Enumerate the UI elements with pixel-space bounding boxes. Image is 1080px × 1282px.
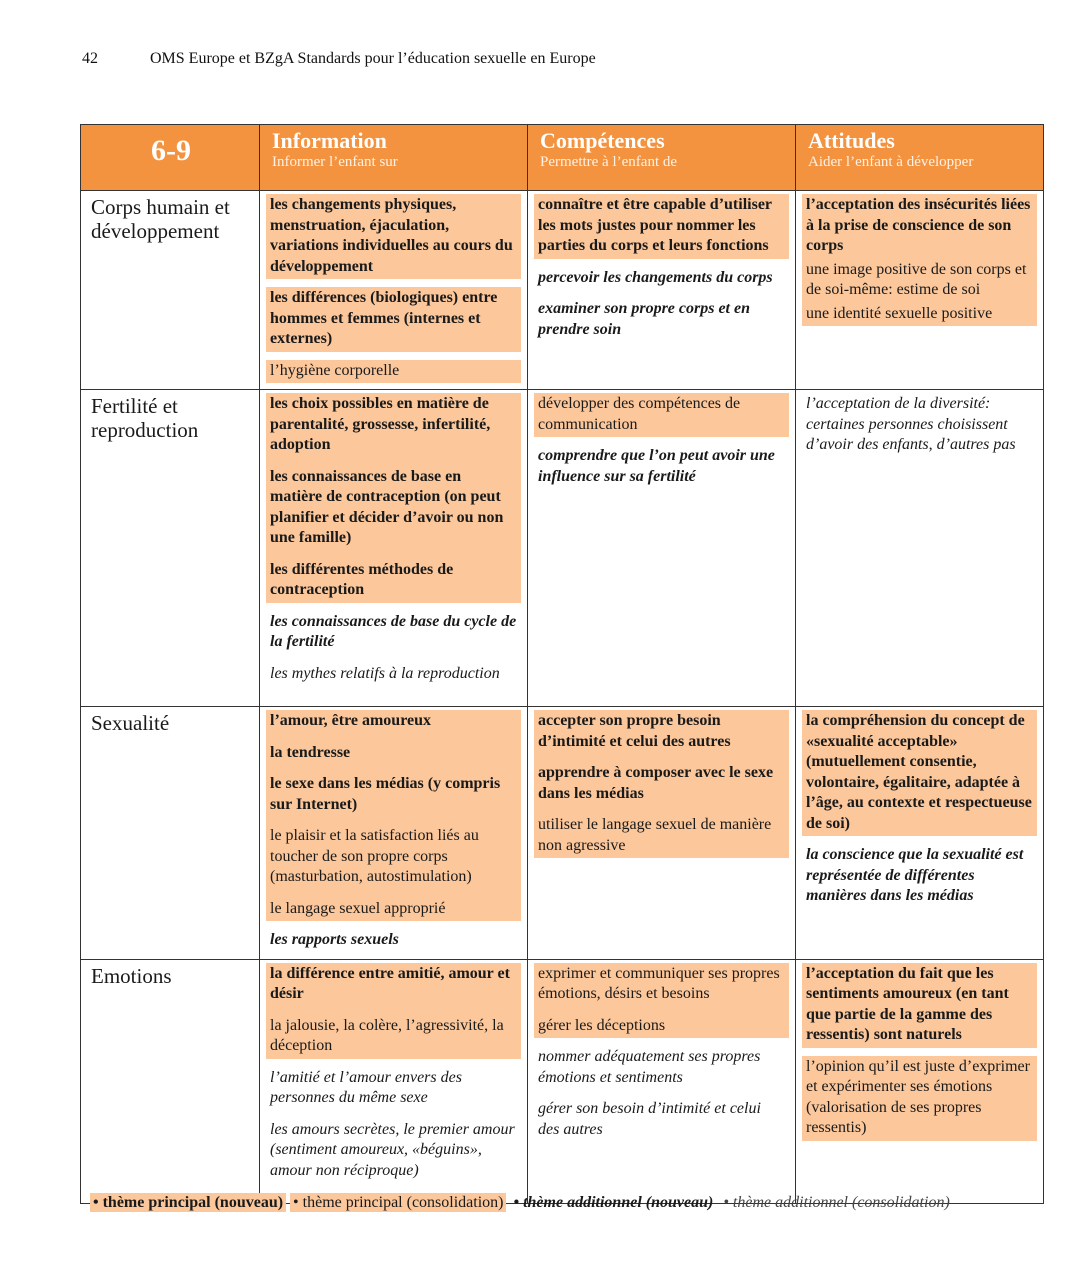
column-title: Compétences xyxy=(540,128,665,153)
legend-main-new: • thème principal (nouveau) xyxy=(90,1193,286,1212)
row-topic: Sexualité xyxy=(81,707,260,960)
list-item: la différence entre amitié, amour et désir xyxy=(266,963,521,1007)
information-cell xyxy=(260,191,528,390)
list-item: la conscience que la sexualité est représentée de différentes manières dans les médias xyxy=(806,846,1024,904)
attitudes-cell xyxy=(796,707,1044,960)
list-item: les différentes méthodes de contraception xyxy=(266,551,521,603)
running-head xyxy=(82,50,596,68)
page-number: 42 xyxy=(82,50,98,67)
list-item: l’amour, être amoureux xyxy=(266,710,521,734)
list-item: apprendre à composer avec le sexe dans les médias xyxy=(534,754,789,806)
list-item: le sexe dans les médias (y compris sur Internet) xyxy=(266,765,521,817)
list-item: gérer son besoin d’intimité et celui des autres xyxy=(538,1100,761,1138)
information-cell xyxy=(260,959,528,1203)
competences-cell xyxy=(528,707,796,960)
list-item: les mythes relatifs à la reproduction xyxy=(270,664,500,682)
age-group: 6-9 xyxy=(151,134,191,167)
list-item: une image positive de son corps et de soi-même: estime de soi xyxy=(802,259,1037,303)
table-row xyxy=(81,707,1044,960)
header-row xyxy=(81,125,1044,191)
attitudes-cell xyxy=(796,191,1044,390)
column-header-information xyxy=(260,125,528,191)
list-item: nommer adéquatement ses propres émotions et sentiments xyxy=(538,1048,761,1086)
age-group-header xyxy=(81,125,260,191)
list-item: exprimer et communiquer ses propres émotions, désirs et besoins xyxy=(534,963,789,1007)
list-item: une identité sexuelle positive xyxy=(802,303,1037,327)
column-header-attitudes xyxy=(796,125,1044,191)
column-subtitle: Informer l’enfant sur xyxy=(272,154,398,170)
list-item: les changements physiques, menstruation, éjaculation, variations individuelles au cours du développement xyxy=(266,194,521,279)
list-item: l’acceptation de la diversité: certaines personnes choisissent d’avoir des enfants, d’autres pas xyxy=(806,395,1016,453)
legend-additional-new: • thème additionnel (nouveau) xyxy=(513,1194,714,1211)
column-title: Information xyxy=(272,128,387,153)
list-item: l’acceptation des insécurités liées à la prise de conscience de son corps xyxy=(802,194,1037,259)
list-item: l’opinion qu’il est juste d’exprimer et expérimenter ses émotions (valorisation de ses propres ressentis) xyxy=(802,1056,1037,1141)
column-header-competences xyxy=(528,125,796,191)
information-cell xyxy=(260,390,528,707)
running-title: OMS Europe et BZgA Standards pour l’éducation sexuelle en Europe xyxy=(150,50,596,67)
row-topic: Corps humain et développement xyxy=(81,191,260,390)
list-item: les choix possibles en matière de parentalité, grossesse, infertilité, adoption xyxy=(266,393,521,458)
list-item: l’hygiène corporelle xyxy=(266,360,521,384)
list-item: percevoir les changements du corps xyxy=(538,268,773,286)
list-item: connaître et être capable d’utiliser les mots justes pour nommer les parties du corps et leurs fonctions xyxy=(534,194,789,259)
table-row xyxy=(81,191,1044,390)
table-row xyxy=(81,390,1044,707)
list-item: les différences (biologiques) entre hommes et femmes (internes et externes) xyxy=(266,287,521,352)
list-item: examiner son propre corps et en prendre soin xyxy=(538,300,750,338)
list-item: l’acceptation du fait que les sentiments amoureux (en tant que partie de la gamme des ressentis) sont naturels xyxy=(802,963,1037,1048)
list-item: les rapports sexuels xyxy=(270,931,399,948)
list-item: gérer les déceptions xyxy=(534,1007,789,1039)
list-item: les connaissances de base en matière de contraception (on peut planifier et décider d’avoir ou non une famille) xyxy=(266,458,521,551)
column-subtitle: Aider l’enfant à développer xyxy=(808,154,974,170)
list-item: la tendresse xyxy=(266,734,521,766)
row-topic: Fertilité et reproduction xyxy=(81,390,260,707)
competences-cell xyxy=(528,390,796,707)
list-item: accepter son propre besoin d’intimité et celui des autres xyxy=(534,710,789,754)
list-item: la jalousie, la colère, l’agressivité, la déception xyxy=(266,1007,521,1059)
list-item: la compréhension du concept de «sexualité acceptable» (mutuellement consentie, volontaire, égalitaire, adaptée à l’âge, au contexte et respectueuse de soi) xyxy=(802,710,1037,836)
column-title: Attitudes xyxy=(808,128,895,153)
list-item: le plaisir et la satisfaction liés au toucher de son propre corps (masturbation, autostimulation) xyxy=(266,817,521,890)
legend-additional-consolidation: • thème additionnel (consolidation) xyxy=(723,1194,950,1211)
list-item: développer des compétences de communication xyxy=(534,393,789,437)
competences-cell xyxy=(528,191,796,390)
row-topic: Emotions xyxy=(81,959,260,1203)
list-item: comprendre que l’on peut avoir une influence sur sa fertilité xyxy=(538,447,775,485)
attitudes-cell xyxy=(796,390,1044,707)
information-cell xyxy=(260,707,528,960)
column-subtitle: Permettre à l’enfant de xyxy=(540,154,678,170)
list-item: les amours secrètes, le premier amour (sentiment amoureux, «béguins», amour non réciproque) xyxy=(270,1120,515,1179)
legend-main-consolidation: • thème principal (consolidation) xyxy=(290,1193,506,1212)
list-item: l’amitié et l’amour envers des personnes du même sexe xyxy=(270,1068,462,1106)
list-item: les connaissances de base du cycle de la fertilité xyxy=(270,612,517,650)
list-item: le langage sexuel approprié xyxy=(266,890,521,922)
list-item: utiliser le langage sexuel de manière non agressive xyxy=(534,806,789,858)
legend xyxy=(90,1192,953,1214)
attitudes-cell xyxy=(796,959,1044,1203)
competences-cell xyxy=(528,959,796,1203)
table-row xyxy=(81,959,1044,1203)
curriculum-table xyxy=(80,124,1044,1204)
